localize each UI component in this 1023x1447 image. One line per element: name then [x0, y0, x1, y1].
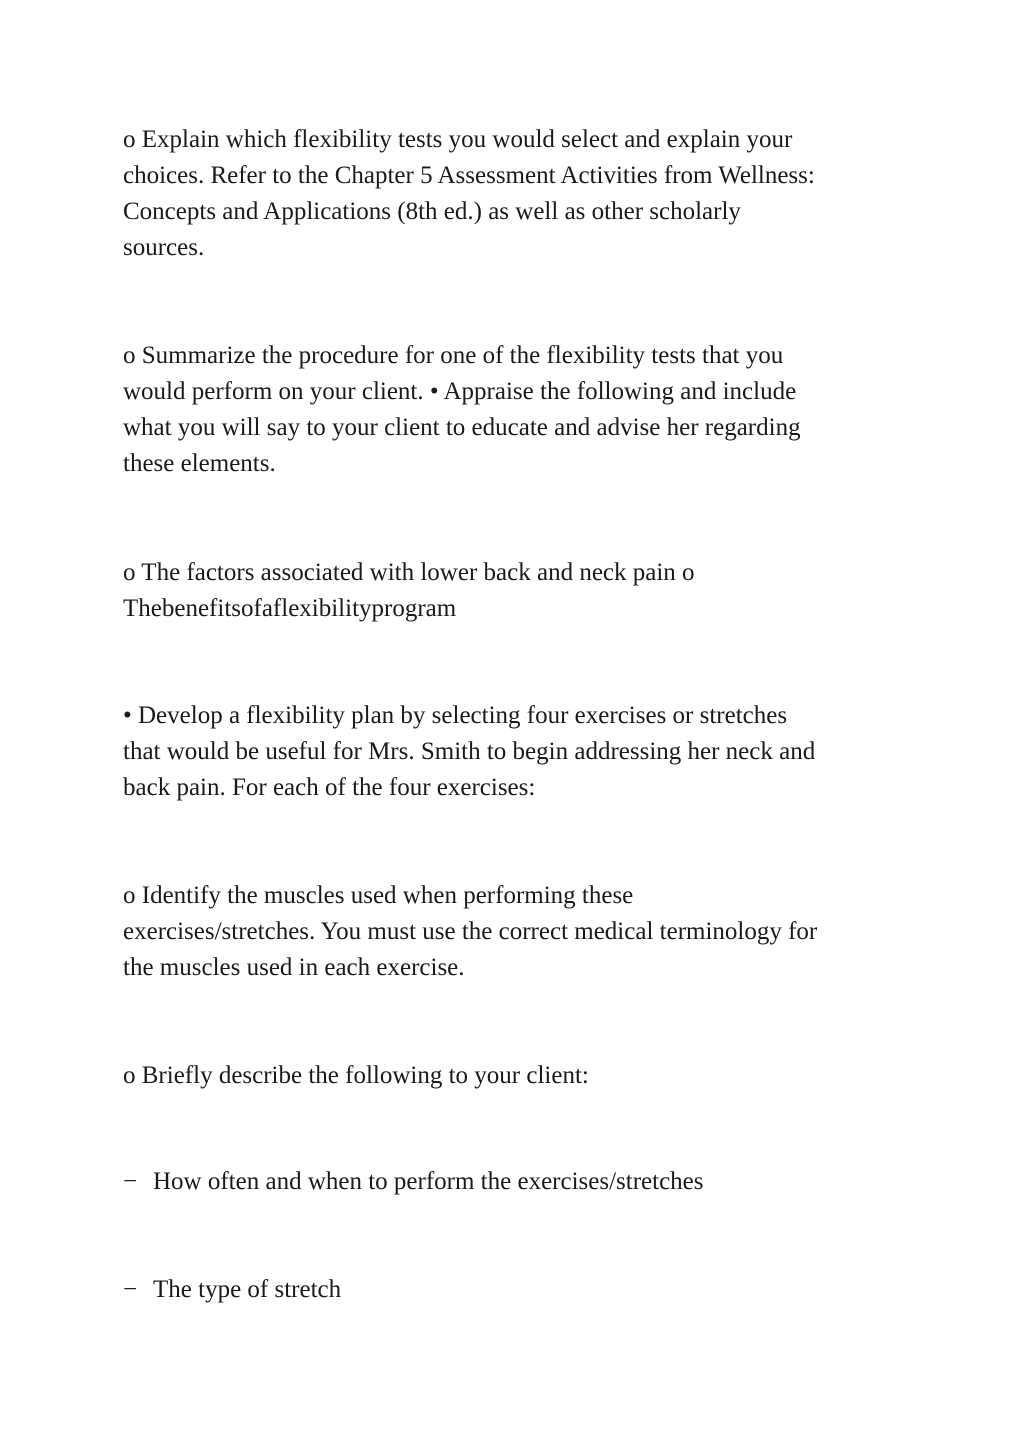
paragraph-flexibility-tests: [123, 122, 903, 266]
text-line: these elements.: [123, 450, 276, 477]
text-line: o Explain which flexibility tests you would select and explain your: [123, 126, 793, 153]
text-line: choices. Refer to the Chapter 5 Assessment Activities from Wellness:: [123, 162, 815, 189]
dash-marker: −: [123, 1276, 138, 1303]
text-line: o Briefly describe the following to your client:: [123, 1062, 589, 1089]
text-line: exercises/stretches. You must use the correct medical terminology for: [123, 918, 818, 945]
paragraph-flexibility-plan: [123, 698, 903, 806]
text-line: • Develop a flexibility plan by selecting four exercises or stretches: [123, 702, 788, 729]
text-line: back pain. For each of the four exercises:: [123, 774, 536, 801]
dash-item-text: How often and when to perform the exercises/stretches: [153, 1168, 704, 1195]
paragraph-summarize-procedure: [123, 338, 903, 482]
paragraph-identify-muscles: [123, 878, 903, 986]
text-line: o The factors associated with lower back and neck pain o: [123, 559, 695, 586]
dash-item-text: The type of stretch: [153, 1276, 342, 1303]
text-line: what you will say to your client to educate and advise her regarding: [123, 414, 801, 441]
text-line: sources.: [123, 234, 205, 261]
dash-list-item-stretch-type: [123, 1272, 341, 1308]
text-line: Concepts and Applications (8th ed.) as well as other scholarly: [123, 198, 741, 225]
dash-marker: −: [123, 1168, 138, 1195]
text-line: o Summarize the procedure for one of the flexibility tests that you: [123, 342, 784, 369]
text-line: o Identify the muscles used when performing these: [123, 882, 634, 909]
text-line: that would be useful for Mrs. Smith to begin addressing her neck and: [123, 738, 816, 765]
paragraph-back-neck-factors: [123, 555, 903, 627]
text-line: would perform on your client. • Appraise the following and include: [123, 378, 797, 405]
text-line: the muscles used in each exercise.: [123, 954, 465, 981]
text-line: Thebenefitsofaflexibilityprogram: [123, 595, 457, 622]
dash-list-item-frequency: [123, 1164, 704, 1200]
paragraph-describe-to-client: [123, 1058, 903, 1094]
